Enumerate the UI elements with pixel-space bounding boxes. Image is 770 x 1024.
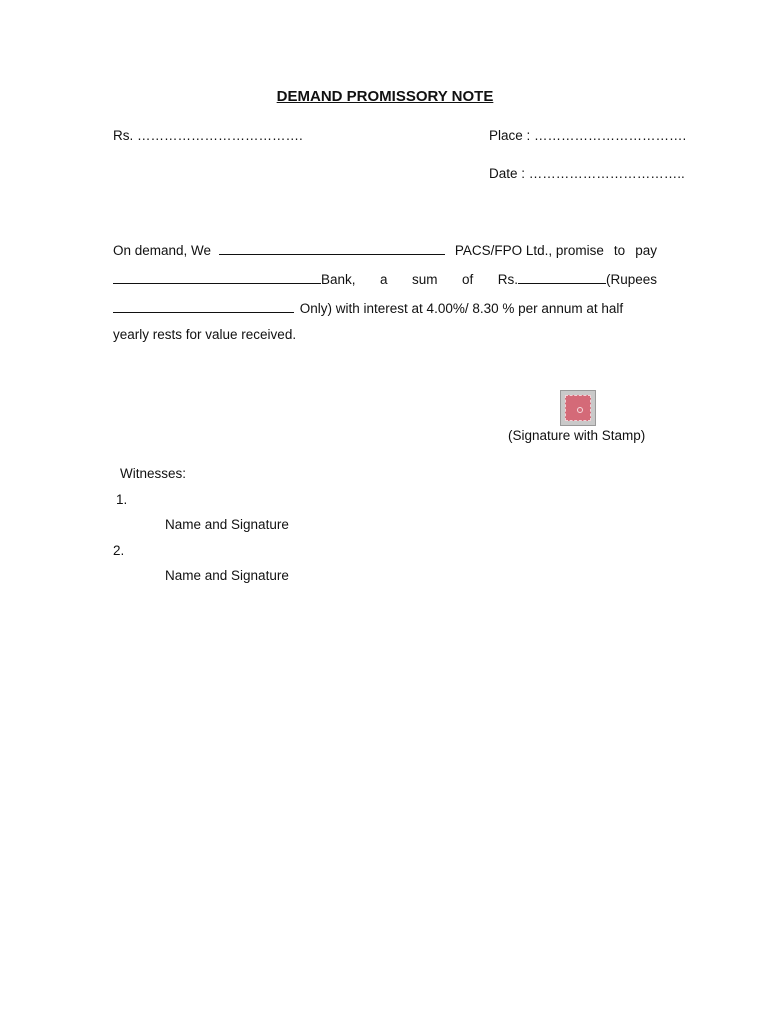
of-word: of	[461, 272, 474, 287]
amount-words-blank	[113, 299, 294, 313]
witness-number-1: 1.	[116, 492, 128, 507]
rs-amount-field: Rs. ……………………………….	[113, 128, 303, 143]
to-text: to	[613, 243, 626, 258]
witnesses-heading: Witnesses:	[120, 466, 187, 481]
date-field: Date : ……………………………..	[489, 166, 685, 181]
rupees-word: (Rupees	[605, 272, 657, 287]
bank-word: Bank,	[321, 272, 356, 287]
document-title: DEMAND PROMISSORY NOTE	[276, 88, 494, 105]
witness-label-1: Name and Signature	[165, 517, 289, 532]
witness-number-2: 2.	[113, 543, 125, 558]
body-line-1	[113, 241, 657, 258]
place-field: Place : …………………………….	[489, 128, 687, 143]
stamp-emblem-icon	[577, 407, 583, 413]
document-title-wrap	[0, 88, 770, 105]
sum-word: sum	[411, 272, 438, 287]
a-word: a	[380, 272, 388, 287]
signature-caption: (Signature with Stamp)	[508, 428, 646, 443]
stamp-face	[565, 395, 591, 421]
body-line-3	[113, 299, 657, 316]
revenue-stamp-icon	[560, 390, 596, 426]
amount-figure-blank	[518, 270, 606, 284]
on-demand-text: On demand, We	[113, 243, 212, 258]
body-line-2	[113, 270, 657, 287]
value-received-text: yearly rests for value received.	[113, 327, 297, 342]
interest-text: Only) with interest at 4.00%/ 8.30 % per annum at half	[299, 301, 624, 316]
rs-word: Rs.	[497, 272, 518, 287]
promise-text: PACS/FPO Ltd., promise	[454, 243, 604, 258]
borrower-name-blank	[219, 241, 445, 255]
bank-name-blank	[113, 270, 321, 284]
witness-label-2: Name and Signature	[165, 568, 289, 583]
body-line-4	[113, 327, 657, 342]
pay-text: pay	[635, 243, 657, 258]
